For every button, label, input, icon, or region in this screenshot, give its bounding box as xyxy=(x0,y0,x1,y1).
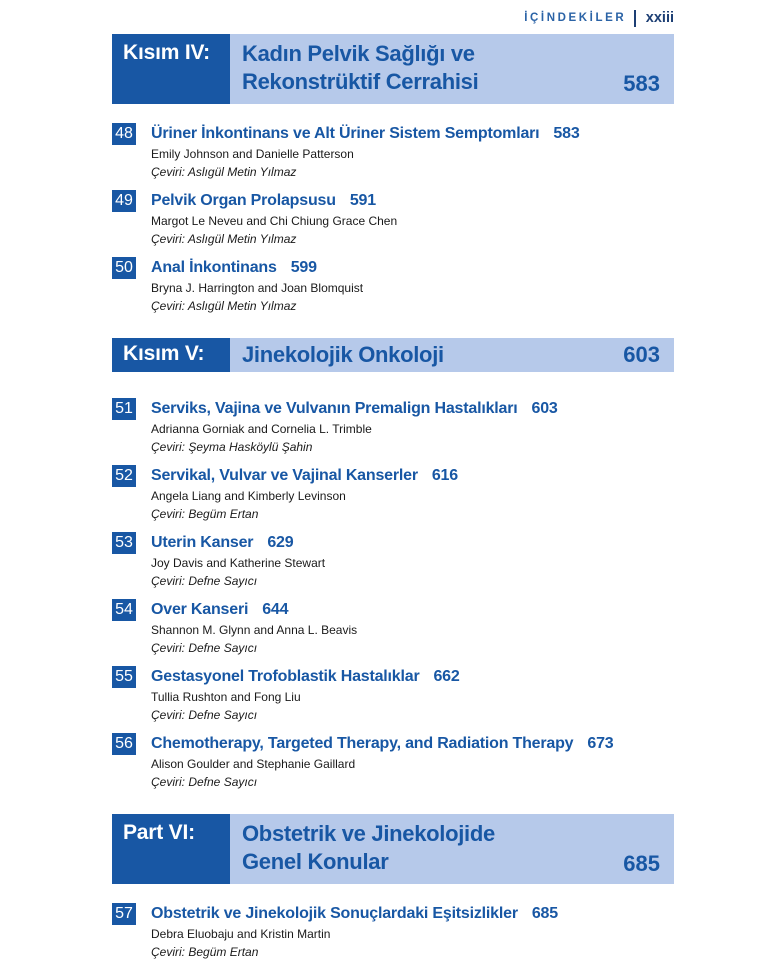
chapter-page-number: 583 xyxy=(553,125,580,142)
chapter-page-number: 616 xyxy=(431,467,458,484)
chapter-title: Üriner İnkontinans ve Alt Üriner Sistem Semptomları xyxy=(151,125,540,142)
part-title-line: Kadın Pelvik Sağlığı ve xyxy=(242,41,475,66)
chapter-number: 49 xyxy=(112,190,136,212)
chapter-translator: Çeviri: Defne Sayıcı xyxy=(151,708,258,722)
chapter-title-line[interactable] xyxy=(151,398,558,420)
chapter-number: 53 xyxy=(112,532,136,554)
part-title-line: Obstetrik ve Jinekolojide xyxy=(242,821,495,846)
part-page-number: 685 xyxy=(623,851,660,876)
chapter-title: Gestasyonel Trofoblastik Hastalıklar xyxy=(151,668,420,685)
chapter-title: Obstetrik ve Jinekolojik Sonuçlardaki Eşitsizlikler xyxy=(151,905,518,922)
chapter-authors: Adrianna Gorniak and Cornelia L. Trimble xyxy=(151,422,372,436)
chapter-title-line[interactable] xyxy=(151,666,460,688)
part-title-box xyxy=(230,34,674,104)
chapter-authors: Tullia Rushton and Fong Liu xyxy=(151,690,301,704)
chapter-translator: Çeviri: Aslıgül Metin Yılmaz xyxy=(151,299,297,313)
chapter-title: Over Kanseri xyxy=(151,601,249,618)
chapter-page-number: 599 xyxy=(290,259,317,276)
part-title-box xyxy=(230,338,674,372)
chapter-title: Chemotherapy, Targeted Therapy, and Radiation Therapy xyxy=(151,735,574,752)
chapter-translator: Çeviri: Aslıgül Metin Yılmaz xyxy=(151,232,297,246)
part-page-number: 603 xyxy=(623,342,660,367)
chapter-page-number: 591 xyxy=(349,192,376,209)
chapter-page-number: 662 xyxy=(433,668,460,685)
chapter-number: 54 xyxy=(112,599,136,621)
part-title-box xyxy=(230,814,674,884)
chapter-authors: Alison Goulder and Stephanie Gaillard xyxy=(151,757,356,771)
chapter-title: Servikal, Vulvar ve Vajinal Kanserler xyxy=(151,467,418,484)
chapter-number: 48 xyxy=(112,123,136,145)
chapter-number: 55 xyxy=(112,666,136,688)
chapter-title-line[interactable] xyxy=(151,123,580,145)
chapter-title-line[interactable] xyxy=(151,903,558,925)
chapter-page-number: 629 xyxy=(267,534,294,551)
chapter-title-line[interactable] xyxy=(151,532,293,554)
chapter-page-number: 673 xyxy=(587,735,614,752)
chapter-title-line[interactable] xyxy=(151,733,613,755)
part-label: Part VI: xyxy=(112,814,230,884)
chapter-title: Serviks, Vajina ve Vulvanın Premalign Hastalıkları xyxy=(151,400,518,417)
chapter-number: 50 xyxy=(112,257,136,279)
chapter-page-number: 603 xyxy=(531,400,558,417)
chapter-translator: Çeviri: Defne Sayıcı xyxy=(151,775,258,789)
part-title-line: Jinekolojik Onkoloji xyxy=(242,342,444,367)
chapter-translator: Çeviri: Begüm Ertan xyxy=(151,945,259,959)
running-head xyxy=(524,9,674,27)
chapter-title: Pelvik Organ Prolapsusu xyxy=(151,192,336,209)
chapter-authors: Margot Le Neveu and Chi Chiung Grace Chen xyxy=(151,214,398,228)
chapter-translator: Çeviri: Şeyma Hasköylü Şahin xyxy=(151,440,313,454)
chapter-number: 52 xyxy=(112,465,136,487)
chapter-title-line[interactable] xyxy=(151,465,458,487)
chapter-authors: Shannon M. Glynn and Anna L. Beavis xyxy=(151,623,358,637)
chapter-page-number: 644 xyxy=(262,601,289,618)
chapter-translator: Çeviri: Defne Sayıcı xyxy=(151,641,258,655)
chapter-authors: Debra Eluobaju and Kristin Martin xyxy=(151,927,331,941)
running-head-page-number: xxiii xyxy=(645,10,674,26)
chapter-translator: Çeviri: Aslıgül Metin Yılmaz xyxy=(151,165,297,179)
chapter-page-number: 685 xyxy=(531,905,558,922)
chapter-translator: Çeviri: Defne Sayıcı xyxy=(151,574,258,588)
part-header xyxy=(112,34,674,104)
chapter-number: 57 xyxy=(112,903,136,925)
chapter-title-line[interactable] xyxy=(151,190,376,212)
running-head-label: İÇİNDEKİLER xyxy=(524,12,627,24)
chapter-authors: Bryna J. Harrington and Joan Blomquist xyxy=(151,281,364,295)
chapter-authors: Joy Davis and Katherine Stewart xyxy=(151,556,326,570)
running-head-divider xyxy=(634,10,636,27)
chapter-number: 56 xyxy=(112,733,136,755)
chapter-title: Uterin Kanser xyxy=(151,534,254,551)
part-title-line: Rekonstrüktif Cerrahisi xyxy=(242,69,479,94)
part-page-number: 583 xyxy=(623,71,660,96)
part-title-line: Genel Konular xyxy=(242,849,389,874)
chapter-translator: Çeviri: Begüm Ertan xyxy=(151,507,259,521)
chapter-title: Anal İnkontinans xyxy=(151,259,277,276)
part-label: Kısım V: xyxy=(112,338,230,372)
chapter-title-line[interactable] xyxy=(151,257,317,279)
part-header xyxy=(112,338,674,372)
chapter-authors: Angela Liang and Kimberly Levinson xyxy=(151,489,346,503)
part-header xyxy=(112,814,674,884)
chapter-number: 51 xyxy=(112,398,136,420)
chapter-authors: Emily Johnson and Danielle Patterson xyxy=(151,147,354,161)
part-label: Kısım IV: xyxy=(112,34,230,104)
chapter-title-line[interactable] xyxy=(151,599,288,621)
